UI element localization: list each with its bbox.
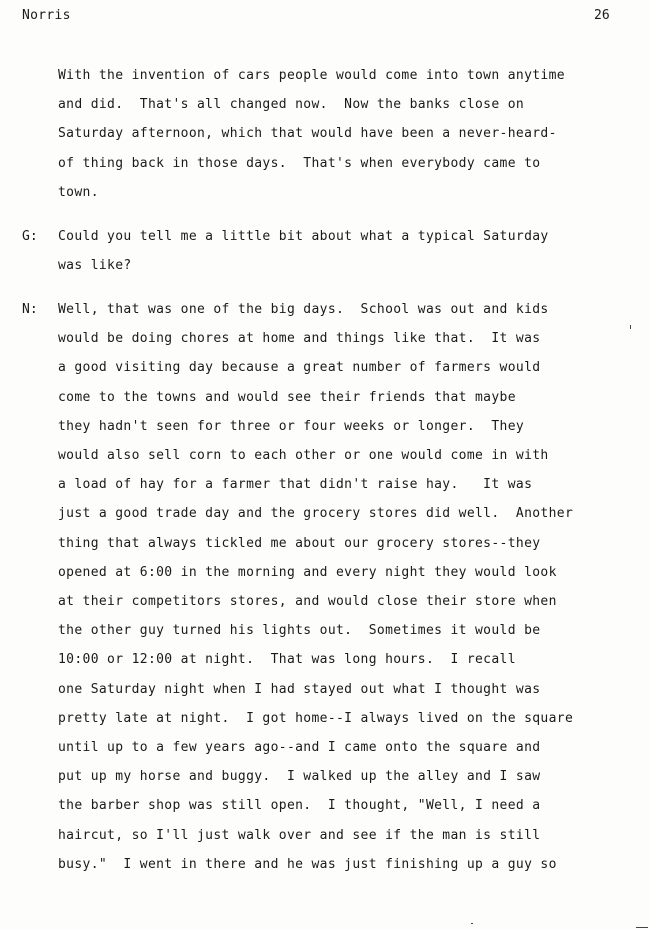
transcript-line: was like?: [58, 258, 132, 274]
scan-mark: [636, 927, 648, 928]
transcript-line: until up to a few years ago--and I came onto the square and: [58, 740, 541, 755]
transcript-line: thing that always tickled me about our grocery stores--they: [58, 535, 541, 551]
speaker-label: N:: [22, 302, 38, 317]
transcript-line: would be doing chores at home and things like that. It was: [58, 331, 541, 347]
transcript-line: pretty late at night. I got home--I always lived on the square: [58, 710, 574, 726]
transcript-line: Saturday afternoon, which that would have been a never-heard-: [58, 126, 557, 142]
transcript-line: at their competitors stores, and would close their store when: [58, 594, 557, 609]
transcript-line: haircut, so I'll just walk over and see if the man is still: [58, 827, 541, 843]
running-header-name: Norris: [22, 8, 71, 23]
speaker-label: G:: [22, 229, 38, 244]
transcript-line: a good visiting day because a great number of farmers would: [58, 360, 541, 376]
scan-mark: [471, 923, 473, 924]
transcript-line: 10:00 or 12:00 at night. That was long hours. I recall: [58, 652, 516, 668]
page-number: 26: [594, 8, 610, 23]
transcript-line: Could you tell me a little bit about what a typical Saturday: [58, 229, 549, 244]
transcript-line: come to the towns and would see their friends that maybe: [58, 389, 516, 405]
transcript-line: one Saturday night when I had stayed out what I thought was: [58, 681, 541, 697]
transcript-line: would also sell corn to each other or one would come in with: [58, 448, 549, 463]
transcript-line: they hadn't seen for three or four weeks or longer. They: [58, 418, 525, 434]
transcript-line: With the invention of cars people would come into town anytime: [58, 68, 565, 83]
transcript-line: and did. That's all changed now. Now the banks close on: [58, 97, 525, 113]
transcript-line: busy." I went in there and he was just finishing up a guy so: [58, 856, 557, 872]
transcript-line: of thing back in those days. That's when everybody came to: [58, 155, 541, 171]
transcript-line: the other guy turned his lights out. Sometimes it would be: [58, 623, 541, 639]
transcript-line: put up my horse and buggy. I walked up the alley and I saw: [58, 769, 541, 785]
transcript-line: Well, that was one of the big days. School was out and kids: [58, 302, 549, 317]
transcript-line: a load of hay for a farmer that didn't raise hay. It was: [58, 477, 533, 493]
transcript-line: the barber shop was still open. I thought, "Well, I need a: [58, 798, 541, 814]
transcript-line: town.: [58, 184, 99, 200]
transcript-line: just a good trade day and the grocery stores did well. Another: [58, 506, 574, 522]
transcript-line: opened at 6:00 in the morning and every night they would look: [58, 564, 557, 580]
scan-mark: [630, 325, 631, 329]
